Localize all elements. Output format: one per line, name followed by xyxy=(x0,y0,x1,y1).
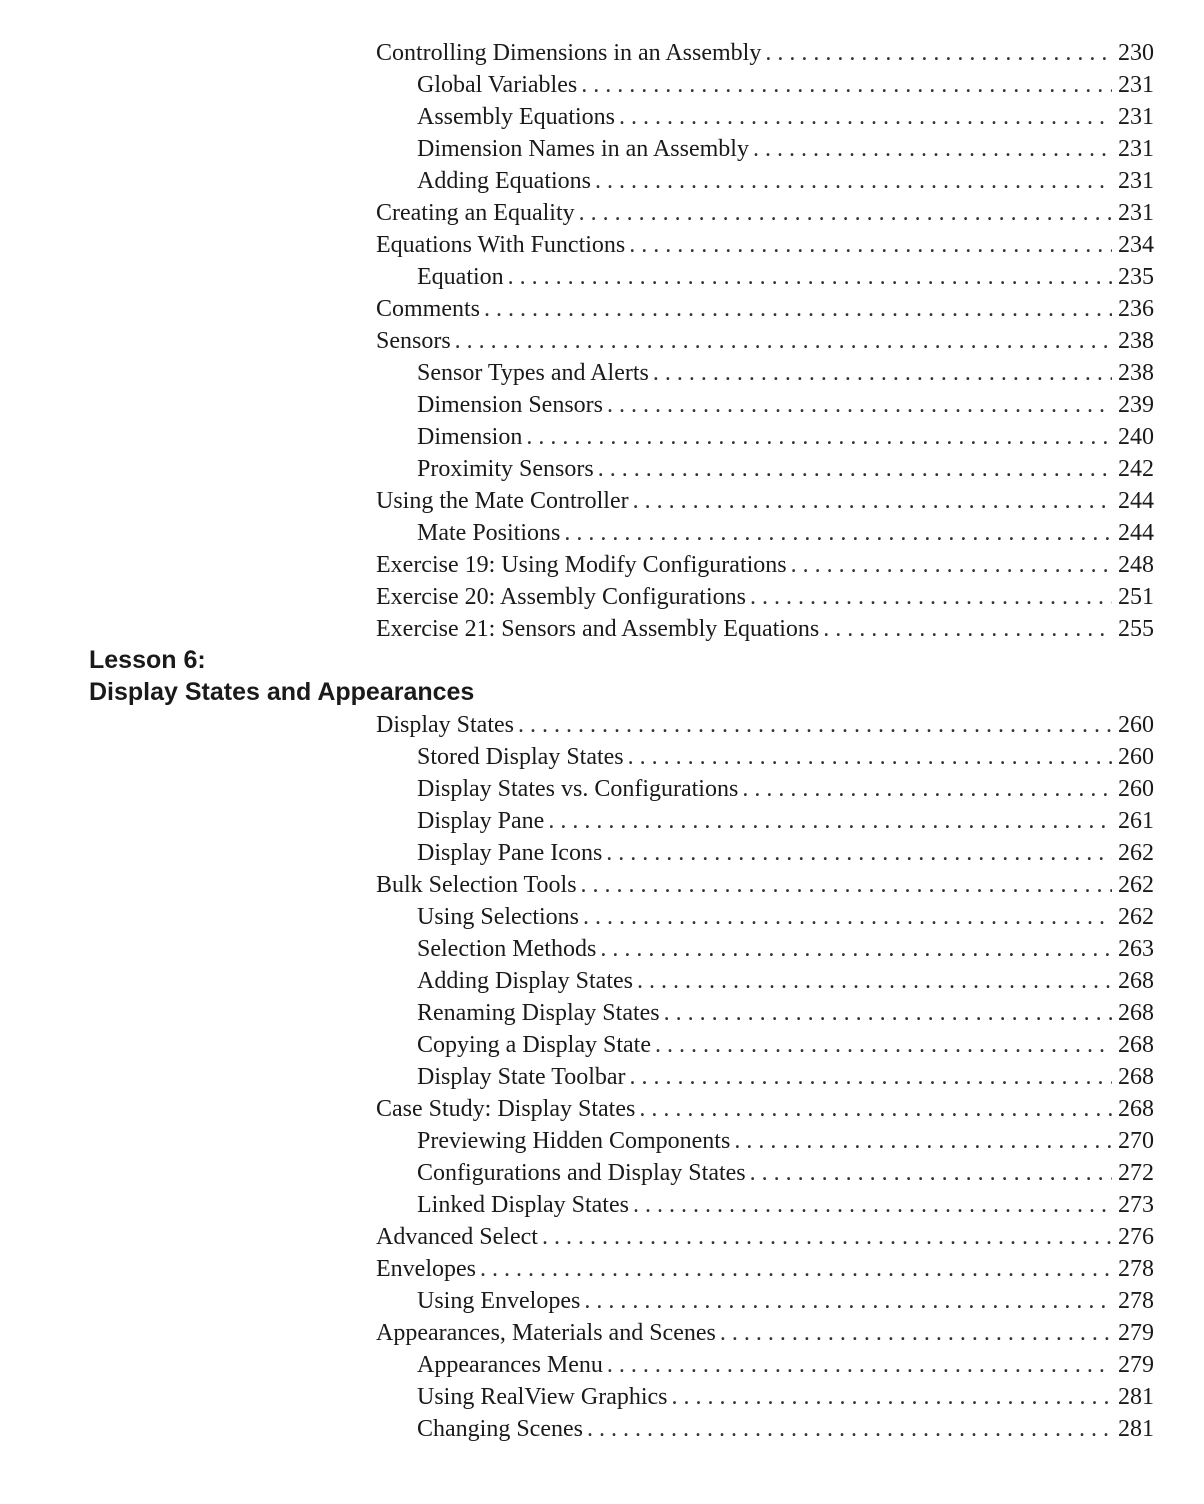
toc-entry-title: Changing Scenes xyxy=(417,1416,583,1442)
toc-entry-page: 238 xyxy=(1118,360,1154,386)
toc-entry[interactable] xyxy=(376,1317,1154,1349)
toc-entry-page: 262 xyxy=(1118,904,1154,930)
toc-entry[interactable] xyxy=(376,261,1154,293)
toc-entry-page: 268 xyxy=(1118,1096,1154,1122)
toc-entry[interactable] xyxy=(376,869,1154,901)
dot-leader xyxy=(508,261,1112,293)
toc-entry-page: 239 xyxy=(1118,392,1154,418)
dot-leader xyxy=(587,1413,1112,1445)
dot-leader xyxy=(564,517,1112,549)
toc-entry-page: 231 xyxy=(1118,136,1154,162)
toc-entry[interactable] xyxy=(376,741,1154,773)
toc-entry-title: Exercise 21: Sensors and Assembly Equations xyxy=(376,616,820,642)
lesson-label: Lesson 6: xyxy=(89,646,206,674)
toc-entry-title: Display States xyxy=(376,712,514,738)
toc-entry-title: Dimension Names in an Assembly xyxy=(417,136,749,162)
dot-leader xyxy=(672,1381,1113,1413)
toc-entry-title: Equations With Functions xyxy=(376,232,626,258)
toc-entry[interactable] xyxy=(376,389,1154,421)
dot-leader xyxy=(480,1253,1112,1285)
toc-entry[interactable] xyxy=(376,933,1154,965)
toc-entry-title: Adding Equations xyxy=(417,168,591,194)
toc-entry[interactable] xyxy=(376,453,1154,485)
dot-leader xyxy=(765,37,1112,69)
toc-entry-title: Display State Toolbar xyxy=(417,1064,626,1090)
lesson-title: Display States and Appearances xyxy=(89,678,475,706)
toc-entry-title: Proximity Sensors xyxy=(417,456,594,482)
toc-entry-page: 262 xyxy=(1118,840,1154,866)
dot-leader xyxy=(753,133,1112,165)
toc-entry-title: Using RealView Graphics xyxy=(417,1384,668,1410)
dot-leader xyxy=(750,581,1112,613)
toc-entry[interactable] xyxy=(376,1125,1154,1157)
toc-entry[interactable] xyxy=(376,549,1154,581)
dot-leader xyxy=(526,421,1112,453)
dot-leader xyxy=(584,1285,1112,1317)
toc-entry[interactable] xyxy=(376,325,1154,357)
toc-entry[interactable] xyxy=(376,1189,1154,1221)
toc-entry-title: Using Selections xyxy=(417,904,579,930)
toc-entry[interactable] xyxy=(376,1029,1154,1061)
dot-leader xyxy=(619,101,1112,133)
dot-leader xyxy=(628,741,1112,773)
toc-entry[interactable] xyxy=(376,133,1154,165)
dot-leader xyxy=(607,389,1112,421)
toc-entry-page: 238 xyxy=(1118,328,1154,354)
toc-entry-page: 236 xyxy=(1118,296,1154,322)
toc-entry-page: 260 xyxy=(1118,744,1154,770)
toc-entry[interactable] xyxy=(376,1221,1154,1253)
toc-entry-title: Exercise 19: Using Modify Configurations xyxy=(376,552,787,578)
toc-entry[interactable] xyxy=(376,837,1154,869)
toc-entry-title: Envelopes xyxy=(376,1256,476,1282)
toc-entry-page: 261 xyxy=(1118,808,1154,834)
dot-leader xyxy=(595,165,1112,197)
dot-leader xyxy=(742,773,1112,805)
toc-entry-page: 278 xyxy=(1118,1288,1154,1314)
toc-entry-title: Sensor Types and Alerts xyxy=(417,360,649,386)
toc-entry-page: 278 xyxy=(1118,1256,1154,1282)
toc-entry-page: 263 xyxy=(1118,936,1154,962)
dot-leader xyxy=(630,1061,1112,1093)
toc-entry-page: 235 xyxy=(1118,264,1154,290)
dot-leader xyxy=(633,485,1112,517)
toc-entry[interactable] xyxy=(376,997,1154,1029)
toc-entry-page: 279 xyxy=(1118,1320,1154,1346)
toc-entry[interactable] xyxy=(376,1253,1154,1285)
dot-leader xyxy=(734,1125,1112,1157)
toc-entry-title: Appearances, Materials and Scenes xyxy=(376,1320,716,1346)
toc-entry-title: Exercise 20: Assembly Configurations xyxy=(376,584,746,610)
toc-entry-page: 268 xyxy=(1118,1032,1154,1058)
toc-entry-page: 273 xyxy=(1118,1192,1154,1218)
toc-entry[interactable] xyxy=(376,1349,1154,1381)
dot-leader xyxy=(750,1157,1112,1189)
toc-entry-page: 262 xyxy=(1118,872,1154,898)
dot-leader xyxy=(600,933,1112,965)
toc-entry-title: Mate Positions xyxy=(417,520,561,546)
dot-leader xyxy=(579,197,1112,229)
toc-entry[interactable] xyxy=(376,229,1154,261)
dot-leader xyxy=(548,805,1112,837)
dot-leader xyxy=(607,1349,1112,1381)
toc-entry[interactable] xyxy=(376,293,1154,325)
toc-entry-page: 244 xyxy=(1118,520,1154,546)
toc-entry[interactable] xyxy=(376,1285,1154,1317)
toc-entry-title: Display Pane xyxy=(417,808,545,834)
toc-entry-title: Stored Display States xyxy=(417,744,624,770)
toc-entry[interactable] xyxy=(376,1061,1154,1093)
toc-entry[interactable] xyxy=(376,709,1154,741)
toc-entry[interactable] xyxy=(376,357,1154,389)
toc-entry-title: Dimension Sensors xyxy=(417,392,603,418)
toc-section-lesson-6 xyxy=(376,709,1154,1445)
toc-entry-page: 231 xyxy=(1118,200,1154,226)
toc-entry-title: Creating an Equality xyxy=(376,200,575,226)
toc-entry-page: 240 xyxy=(1118,424,1154,450)
toc-entry-page: 231 xyxy=(1118,72,1154,98)
toc-entry-title: Controlling Dimensions in an Assembly xyxy=(376,40,762,66)
toc-entry[interactable] xyxy=(376,517,1154,549)
toc-entry[interactable] xyxy=(376,965,1154,997)
toc-entry[interactable] xyxy=(376,1413,1154,1445)
toc-entry[interactable] xyxy=(376,1157,1154,1189)
dot-leader xyxy=(542,1221,1112,1253)
dot-leader xyxy=(720,1317,1112,1349)
toc-entry-title: Adding Display States xyxy=(417,968,633,994)
dot-leader xyxy=(823,613,1112,645)
dot-leader xyxy=(639,1093,1112,1125)
dot-leader xyxy=(518,709,1112,741)
toc-entry[interactable] xyxy=(376,805,1154,837)
toc-entry[interactable] xyxy=(376,581,1154,613)
dot-leader xyxy=(484,293,1112,325)
toc-entry-page: 230 xyxy=(1118,40,1154,66)
toc-entry-page: 242 xyxy=(1118,456,1154,482)
toc-entry-page: 272 xyxy=(1118,1160,1154,1186)
toc-entry-page: 268 xyxy=(1118,1064,1154,1090)
toc-entry-title: Comments xyxy=(376,296,481,322)
dot-leader xyxy=(653,357,1112,389)
toc-entry-page: 255 xyxy=(1118,616,1154,642)
toc-entry[interactable] xyxy=(376,421,1154,453)
dot-leader xyxy=(655,1029,1112,1061)
toc-entry-page: 279 xyxy=(1118,1352,1154,1378)
toc-entry-title: Previewing Hidden Components xyxy=(417,1128,731,1154)
toc-entry-title: Selection Methods xyxy=(417,936,597,962)
toc-entry-title: Global Variables xyxy=(417,72,578,98)
lesson-heading xyxy=(89,644,474,708)
toc-entry[interactable] xyxy=(376,613,1154,645)
toc-entry-title: Bulk Selection Tools xyxy=(376,872,577,898)
dot-leader xyxy=(664,997,1112,1029)
toc-entry-title: Copying a Display State xyxy=(417,1032,651,1058)
toc-entry[interactable] xyxy=(376,485,1154,517)
dot-leader xyxy=(598,453,1112,485)
dot-leader xyxy=(791,549,1112,581)
dot-leader xyxy=(455,325,1112,357)
toc-entry-title: Dimension xyxy=(417,424,523,450)
toc-entry-title: Equation xyxy=(417,264,504,290)
toc-entry-title: Display Pane Icons xyxy=(417,840,603,866)
toc-entry[interactable] xyxy=(376,197,1154,229)
toc-entry-title: Case Study: Display States xyxy=(376,1096,636,1122)
dot-leader xyxy=(637,965,1112,997)
toc-entry-page: 231 xyxy=(1118,104,1154,130)
toc-entry-page: 268 xyxy=(1118,1000,1154,1026)
dot-leader xyxy=(581,69,1112,101)
toc-entry[interactable] xyxy=(376,101,1154,133)
dot-leader xyxy=(629,229,1112,261)
toc-entry[interactable] xyxy=(376,1093,1154,1125)
dot-leader xyxy=(581,869,1112,901)
toc-entry-page: 281 xyxy=(1118,1416,1154,1442)
dot-leader xyxy=(606,837,1112,869)
dot-leader xyxy=(633,1189,1112,1221)
toc-entry-page: 260 xyxy=(1118,776,1154,802)
toc-entry-title: Linked Display States xyxy=(417,1192,629,1218)
toc-entry-page: 281 xyxy=(1118,1384,1154,1410)
toc-entry-page: 268 xyxy=(1118,968,1154,994)
toc-entry-page: 231 xyxy=(1118,168,1154,194)
toc-entry-page: 244 xyxy=(1118,488,1154,514)
toc-entry[interactable] xyxy=(376,901,1154,933)
toc-entry[interactable] xyxy=(376,773,1154,805)
toc-entry-page: 276 xyxy=(1118,1224,1154,1250)
toc-entry[interactable] xyxy=(376,69,1154,101)
toc-entry-title: Appearances Menu xyxy=(417,1352,603,1378)
toc-entry-page: 270 xyxy=(1118,1128,1154,1154)
toc-entry-title: Using the Mate Controller xyxy=(376,488,629,514)
toc-entry-title: Configurations and Display States xyxy=(417,1160,746,1186)
toc-entry[interactable] xyxy=(376,165,1154,197)
toc-entry-page: 234 xyxy=(1118,232,1154,258)
dot-leader xyxy=(583,901,1112,933)
toc-entry-title: Display States vs. Configurations xyxy=(417,776,739,802)
toc-entry[interactable] xyxy=(376,37,1154,69)
toc-entry-title: Using Envelopes xyxy=(417,1288,581,1314)
toc-entry-title: Assembly Equations xyxy=(417,104,615,130)
toc-entry-title: Sensors xyxy=(376,328,451,354)
toc-section-lesson-5 xyxy=(376,37,1154,645)
toc-entry[interactable] xyxy=(376,1381,1154,1413)
toc-entry-page: 251 xyxy=(1118,584,1154,610)
toc-entry-title: Renaming Display States xyxy=(417,1000,660,1026)
toc-entry-page: 260 xyxy=(1118,712,1154,738)
toc-entry-title: Advanced Select xyxy=(376,1224,538,1250)
toc-entry-page: 248 xyxy=(1118,552,1154,578)
